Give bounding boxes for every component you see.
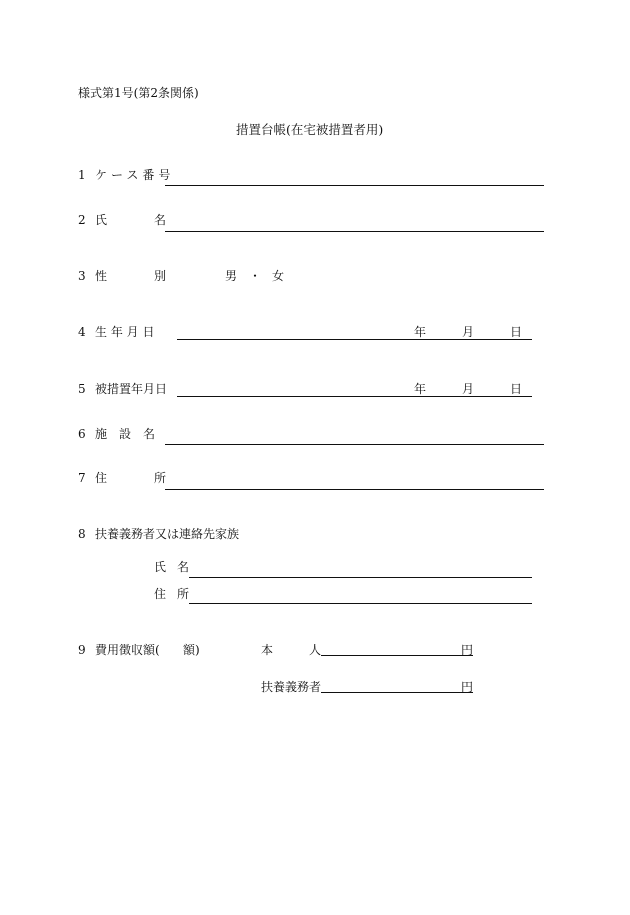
item-7-number: 7 bbox=[78, 471, 86, 485]
item-1-label: ケース番号 bbox=[95, 168, 175, 182]
sex-option-separator: ・ bbox=[249, 269, 262, 283]
supporter-address-label-a: 住 bbox=[154, 587, 167, 601]
self-amount-field[interactable] bbox=[321, 655, 473, 656]
item-9-number: 9 bbox=[78, 643, 86, 657]
self-label-b: 人 bbox=[309, 643, 322, 657]
birthdate-month-unit: 月 bbox=[462, 325, 475, 339]
item-3-label-b: 別 bbox=[154, 269, 167, 283]
item-1-number: 1 bbox=[78, 168, 86, 182]
placement-date-field[interactable] bbox=[177, 396, 532, 397]
item-5-label: 被措置年月日 bbox=[95, 382, 168, 396]
birthdate-field[interactable] bbox=[177, 339, 532, 340]
supporter-name-field[interactable] bbox=[189, 577, 532, 578]
item-2-number: 2 bbox=[78, 213, 86, 227]
item-8-label: 扶養義務者又は連絡先家族 bbox=[95, 527, 240, 541]
item-3-number: 3 bbox=[78, 269, 86, 283]
supporter-yen-unit: 円 bbox=[461, 680, 474, 694]
item-8-number: 8 bbox=[78, 527, 86, 541]
item-5-number: 5 bbox=[78, 382, 86, 396]
item-7-label-a: 住 bbox=[95, 471, 108, 485]
supporter-address-label-b: 所 bbox=[177, 587, 190, 601]
item-2-label-b: 名 bbox=[154, 213, 167, 227]
item-9-label-2: 額) bbox=[183, 643, 200, 657]
item-7-label-b: 所 bbox=[154, 471, 167, 485]
placement-date-month-unit: 月 bbox=[462, 382, 475, 396]
placement-date-day-unit: 日 bbox=[510, 382, 523, 396]
self-label-a: 本 bbox=[261, 643, 274, 657]
supporter-address-field[interactable] bbox=[189, 603, 532, 604]
item-4-number: 4 bbox=[78, 325, 86, 339]
self-yen-unit: 円 bbox=[461, 643, 474, 657]
item-6-label: 施 設 名 bbox=[95, 427, 156, 441]
item-2-label-a: 氏 bbox=[95, 213, 108, 227]
supporter-name-label-b: 名 bbox=[177, 560, 190, 574]
birthdate-year-unit: 年 bbox=[414, 325, 427, 339]
placement-date-year-unit: 年 bbox=[414, 382, 427, 396]
page-title: 措置台帳(在宅被措置者用) bbox=[236, 122, 384, 137]
supporter-name-label-a: 氏 bbox=[154, 560, 167, 574]
item-6-number: 6 bbox=[78, 427, 86, 441]
facility-name-field[interactable] bbox=[165, 444, 544, 445]
item-4-label: 生 年 月 日 bbox=[95, 325, 155, 339]
birthdate-day-unit: 日 bbox=[510, 325, 523, 339]
name-field[interactable] bbox=[165, 231, 544, 232]
supporter-fee-label: 扶養義務者 bbox=[261, 680, 322, 694]
address-field[interactable] bbox=[165, 489, 544, 490]
sex-option-male[interactable]: 男 bbox=[225, 269, 238, 283]
supporter-amount-field[interactable] bbox=[321, 692, 473, 693]
case-number-field[interactable] bbox=[165, 185, 544, 186]
form-label: 様式第1号(第2条関係) bbox=[78, 86, 199, 100]
item-9-label: 費用徴収額( bbox=[95, 643, 160, 657]
sex-option-female[interactable]: 女 bbox=[272, 269, 285, 283]
item-3-label-a: 性 bbox=[95, 269, 108, 283]
